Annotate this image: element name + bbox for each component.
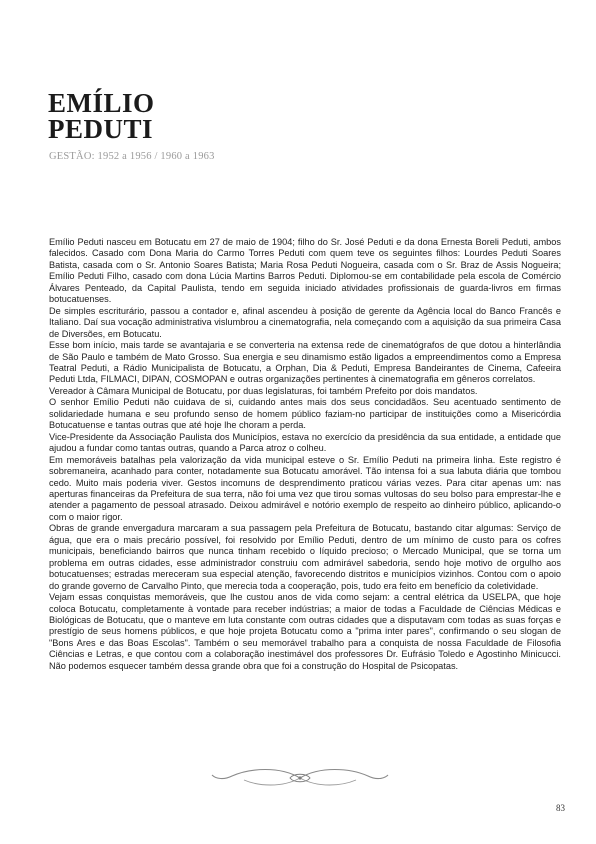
- paragraph-9: Vejam essas conquistas memoráveis, que lhe custou anos de vida como sejam: a central elétrica da USELPA, que hoje coloca Botucatu, completamente à vontade para receber indústrias; a maior de todas a Faculdade de Ciências Médicas e Biológicas de Botucatu, que o manteve em luta constante com outras cidades que a disputavam com todas as suas forças e prestígio de seus homens públicos, e que hoje projeta Botucatu como a "prima inter pares", confirmando o seu slogan de "Bons Ares e das Boas Escolas". Também o seu memorável trabalho para a conquista de nossa Faculdade de Filosofia Ciências e Letras, e que contou com a colaboração inestimável dos professores Dr. Eufrásio Toledo e Agostinho Minicucci. Não podemos esquecer também dessa grande obra que foi a construção do Hospital de Psicopatas.: [49, 592, 561, 671]
- title-first-name: EMÍLIO: [48, 88, 155, 118]
- flourish-ornament-icon: [210, 764, 390, 792]
- page-number: 83: [556, 803, 565, 813]
- title-last-name: PEDUTI: [48, 114, 154, 144]
- paragraph-1: Emílio Peduti nasceu em Botucatu em 27 de maio de 1904; filho do Sr. José Peduti e da dona Ernesta Boreli Peduti, ambos falecidos. Casado com Dona Maria do Carmo Torres Peduti com quem teve os seguintes filhos: Lourdes Peduti Soares Batista, casada com o Sr. Antonio Soares Batista; Maria Rosa Peduti Nogueira, casada com o Sr. Braz de Assis Nogueira; Emílio Peduti Filho, casado com dona Lúcia Martins Barros Peduti. Diplomou-se em contabilidade pela escola de Comércio Álvares Penteado, da Capital Paulista, tendo em seguida iniciado atividades profissionais de guarda-livros em firmas botucatuenses.: [49, 237, 561, 305]
- paragraph-5: O senhor Emílio Peduti não cuidava de si, cuidando antes mais dos seus concidadãos. Seu acentuado sentimento de solidariedade humana e seu profundo senso de homem público faziam-no participar de instituições como a Misericórdia Botucatuense e tantas outras que até hoje lhe choram a perda.: [49, 397, 561, 431]
- term-subtitle: GESTÃO: 1952 a 1956 / 1960 a 1963: [49, 151, 215, 162]
- biography-text: [49, 237, 561, 672]
- paragraph-7: Em memoráveis batalhas pela valorização da vida municipal esteve o Sr. Emílio Peduti na primeira linha. Este registro é sobremaneira, acanhado para conter, notadamente sua Botucatu amorável. Tão intensa foi a sua labuta diária que tombou cedo. Muito mais poderia viver. Gestos incomuns de desprendimento praticou várias vezes. Para citar apenas um: nas aperturas financeiras da Prefeitura de sua terra, não foi uma vez que tirou somas vultosas do seu bolso para emprestar-lhe e atender a pagamento de pessoal atrasado. Deixou admirável e notório exemplo de respeito ao dinheiro público, aplicando-o com o maior rigor.: [49, 454, 561, 522]
- page-title: [48, 90, 155, 142]
- paragraph-2: De simples escriturário, passou a contador e, afinal ascendeu à posição de gerente da Agência local do Banco Francês e Italiano. Daí sua vocação administrativa vislumbrou a cinematografia, nela começando com a aquisição da sua primeira Casa de Diversões, em Botucatu.: [49, 305, 561, 339]
- paragraph-3: Esse bom início, mais tarde se avantajaria e se converteria na extensa rede de cinematógrafos de que dotou a hinterlândia de São Paulo e também de Mato Grosso. Sua energia e seu dinamismo estão ligados a empreendimentos como a Empresa Teatral Peduti, a Rádio Municipalista de Botucatu, a Orphan, Dia & Peduti, Empresa Bandeirantes de Cinema, Cafeeira Peduti Ltda, FILMACI, DIPAN, COSMOPAN e outras organizações pertinentes à cinematografia em gêneros correlatos.: [49, 340, 561, 385]
- paragraph-4: Vereador à Câmara Municipal de Botucatu, por duas legislaturas, foi também Prefeito por dois mandatos.: [49, 385, 478, 396]
- paragraph-6: Vice-Presidente da Associação Paulista dos Municípios, estava no exercício da presidência da sua entidade, a entidade que ajudou a fundar como tantas outras, quando a Parca atroz o colheu.: [49, 431, 561, 454]
- paragraph-8: Obras de grande envergadura marcaram a sua passagem pela Prefeitura de Botucatu, bastando citar algumas: Serviço de água, que era o mais precário possível, foi resolvido por Emílio Peduti, dentro de um mínimo de custo para os cofres municipais, beneficiando bairros que nunca tinham recebido o líquido precioso; o Mercado Municipal, que se torna um problema em outras cidades, esse administrador construiu com admirável sabedoria, sendo hoje motivo de orgulho aos botucatuenses; estradas mereceram sua especial atenção, favorecendo distritos e municípios vizinhos. Contou com o apoio do grande governo de Carvalho Pinto, que merecia toda a cooperação, pois, tudo era feito em benefício da coletividade.: [49, 523, 561, 591]
